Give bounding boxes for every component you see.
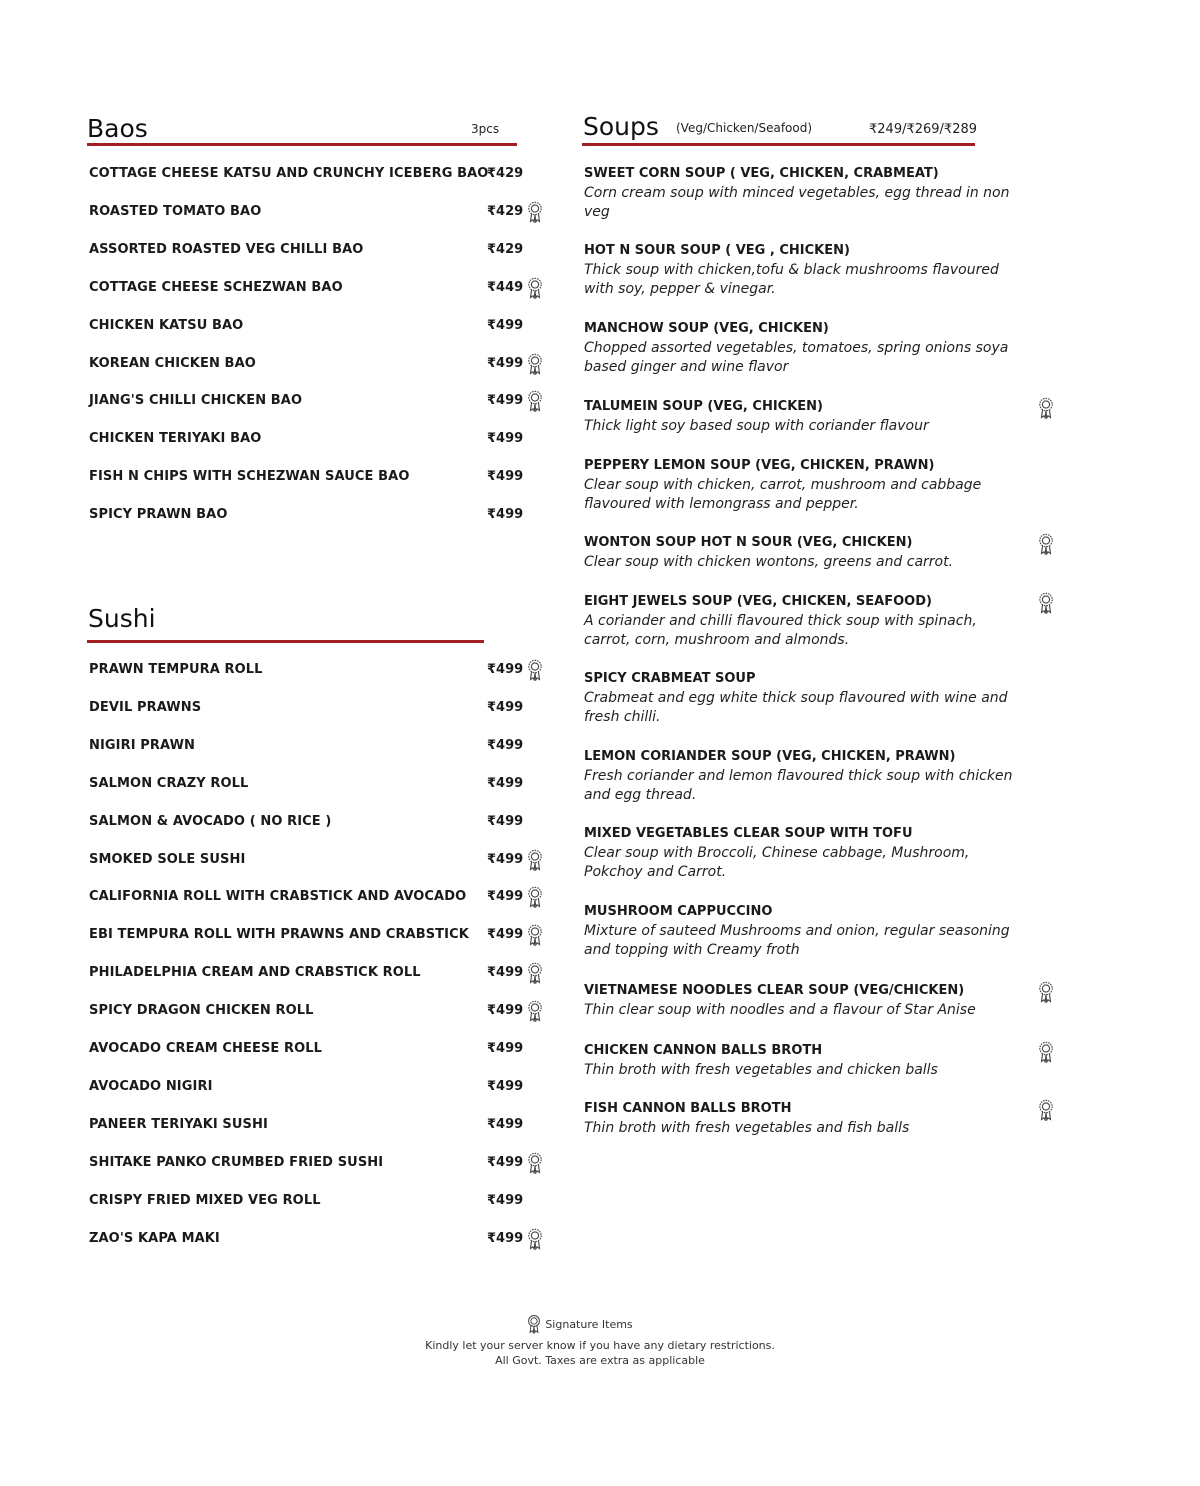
- soups-prices: ₹249/₹269/₹289: [869, 122, 978, 137]
- sushi-item-price: ₹499: [487, 775, 524, 791]
- sushi-item-name: SPICY DRAGON CHICKEN ROLL: [89, 1003, 314, 1019]
- signature-rosette-icon: [527, 924, 543, 946]
- soup-item-description: Thick light soy based soup with coriander flavour: [584, 418, 929, 434]
- signature-rosette-icon: [527, 1152, 543, 1174]
- bao-item: [89, 504, 549, 526]
- sushi-item-price: ₹499: [487, 737, 524, 753]
- soup-item-name: PEPPERY LEMON SOUP (VEG, CHICKEN, PRAWN): [584, 458, 935, 473]
- signature-rosette-icon: [1038, 981, 1054, 1003]
- soup-item-name: WONTON SOUP HOT N SOUR (VEG, CHICKEN): [584, 535, 913, 550]
- soup-item: [584, 592, 1064, 650]
- bao-item: [89, 315, 549, 337]
- footer-line-2: All Govt. Taxes are extra as applicable: [495, 1354, 705, 1367]
- soup-item-name: SWEET CORN SOUP ( VEG, CHICKEN, CRABMEAT): [584, 166, 939, 181]
- bao-item-name: COTTAGE CHEESE SCHEZWAN BAO: [89, 279, 343, 295]
- signature-rosette-icon: [527, 1000, 543, 1022]
- bao-item: [89, 277, 549, 299]
- bao-item: [89, 239, 549, 261]
- sushi-item-price: ₹499: [487, 927, 524, 943]
- baos-subtitle: 3pcs: [471, 122, 500, 136]
- bao-item-name: COTTAGE CHEESE KATSU AND CRUNCHY ICEBERG BAO: [89, 166, 489, 181]
- bao-item-price: ₹429: [487, 166, 524, 181]
- bao-item: [89, 466, 549, 488]
- sushi-item-price: ₹499: [487, 1003, 524, 1019]
- soup-item-name: EIGHT JEWELS SOUP (VEG, CHICKEN, SEAFOOD): [584, 594, 932, 609]
- soup-item-name: MANCHOW SOUP (VEG, CHICKEN): [584, 321, 829, 336]
- soups-subtitle: (Veg/Chicken/Seafood): [676, 121, 813, 135]
- bao-item-price: ₹499: [487, 355, 524, 371]
- sushi-item: [89, 659, 549, 681]
- footer: [0, 1314, 1200, 1368]
- soups-title: Soups: [583, 112, 659, 141]
- soup-item-name: LEMON CORIANDER SOUP (VEG, CHICKEN, PRAWN): [584, 749, 956, 764]
- sushi-item-price: ₹499: [487, 662, 524, 677]
- baos-title: Baos: [87, 114, 148, 143]
- sushi-item-price: ₹499: [487, 1192, 524, 1208]
- bao-item-name: JIANG'S CHILLI CHICKEN BAO: [89, 393, 303, 409]
- sushi-item-name: SMOKED SOLE SUSHI: [89, 851, 246, 867]
- soup-item-description: A coriander and chilli flavoured thick soup with spinach, carrot, corn, mushroom and almonds.: [584, 613, 977, 648]
- sushi-item: [89, 1038, 549, 1060]
- sushi-item: [89, 811, 549, 833]
- signature-rosette-icon: [527, 962, 543, 984]
- signature-rosette-icon: [527, 277, 543, 299]
- bao-item-price: ₹499: [487, 469, 524, 485]
- bao-item-price: ₹499: [487, 507, 524, 523]
- sushi-item-name: SALMON CRAZY ROLL: [89, 775, 249, 791]
- sushi-item: [89, 962, 549, 984]
- sushi-item-name: AVOCADO CREAM CHEESE ROLL: [89, 1041, 323, 1056]
- soup-item-name: HOT N SOUR SOUP ( VEG , CHICKEN): [584, 243, 850, 258]
- sushi-item: [89, 1076, 549, 1098]
- sushi-item-price: ₹499: [487, 965, 524, 981]
- soup-item: [584, 241, 1064, 299]
- sushi-item-name: PRAWN TEMPURA ROLL: [89, 662, 263, 677]
- sushi-item: [89, 1228, 549, 1250]
- soup-item: [584, 1099, 1064, 1138]
- soup-item: [584, 319, 1064, 377]
- soup-item-name: MIXED VEGETABLES CLEAR SOUP WITH TOFU: [584, 826, 913, 841]
- signature-rosette-icon: [527, 201, 543, 223]
- soup-item-name: MUSHROOM CAPPUCCINO: [584, 904, 773, 919]
- bao-item: [89, 353, 549, 375]
- sushi-item-name: AVOCADO NIGIRI: [89, 1078, 213, 1094]
- soup-item-description: Thin broth with fresh vegetables and fish balls: [584, 1120, 910, 1136]
- sushi-title: Sushi: [88, 604, 156, 633]
- sushi-item: [89, 924, 549, 946]
- baos-rule: [87, 143, 517, 146]
- soup-item-description: Clear soup with chicken wontons, greens and carrot.: [584, 554, 954, 570]
- soup-item-description: Fresh coriander and lemon flavoured thick soup with chicken and egg thread.: [584, 768, 1013, 803]
- soup-item-name: SPICY CRABMEAT SOUP: [584, 671, 756, 686]
- soup-item-name: TALUMEIN SOUP (VEG, CHICKEN): [584, 399, 823, 414]
- bao-item-name: ASSORTED ROASTED VEG CHILLI BAO: [89, 241, 364, 257]
- footer-line-1: Kindly let your server know if you have any dietary restrictions.: [425, 1339, 775, 1352]
- bao-item-price: ₹449: [487, 279, 524, 295]
- bao-item-price: ₹499: [487, 317, 524, 333]
- signature-rosette-icon: [1038, 397, 1054, 419]
- soup-item: [584, 164, 1064, 222]
- bao-item: [89, 201, 549, 223]
- soup-item: [584, 397, 1064, 436]
- signature-rosette-icon: [527, 1228, 543, 1250]
- signature-rosette-icon: [527, 390, 543, 412]
- sushi-item: [89, 1000, 549, 1022]
- sushi-item-name: EBI TEMPURA ROLL WITH PRAWNS AND CRABSTICK: [89, 927, 469, 943]
- signature-rosette-icon: [1038, 1099, 1054, 1121]
- sushi-item-price: ₹499: [487, 1154, 524, 1170]
- soup-item-description: Corn cream soup with minced vegetables, egg thread in non veg: [584, 185, 1010, 220]
- sushi-item: [89, 1190, 549, 1212]
- sushi-item: [89, 773, 549, 795]
- sushi-item-price: ₹499: [487, 889, 524, 905]
- sushi-item-price: ₹499: [487, 699, 524, 715]
- soup-item-description: Thin clear soup with noodles and a flavour of Star Anise: [584, 1002, 976, 1018]
- soup-item: [584, 902, 1064, 960]
- sushi-item-name: DEVIL PRAWNS: [89, 699, 202, 715]
- soup-item: [584, 824, 1064, 882]
- bao-item: [89, 390, 549, 412]
- soup-item: [584, 1041, 1064, 1080]
- signature-rosette-icon: [527, 353, 543, 375]
- sushi-item-price: ₹499: [487, 1041, 524, 1056]
- soup-item-description: Thick soup with chicken,tofu & black mushrooms flavoured with soy, pepper & vinegar.: [584, 262, 999, 297]
- bao-item-name: CHICKEN TERIYAKI BAO: [89, 431, 262, 447]
- bao-item-name: CHICKEN KATSU BAO: [89, 317, 244, 333]
- soup-item-name: FISH CANNON BALLS BROTH: [584, 1101, 792, 1116]
- sushi-item-price: ₹499: [487, 1116, 524, 1132]
- bao-item: [89, 163, 549, 185]
- soup-item: [584, 533, 1064, 572]
- sushi-item: [89, 849, 549, 871]
- sushi-item-name: CALIFORNIA ROLL WITH CRABSTICK AND AVOCADO: [89, 889, 467, 905]
- signature-rosette-icon: [527, 886, 543, 908]
- sushi-item: [89, 697, 549, 719]
- bao-item-price: ₹429: [487, 241, 524, 257]
- footer-legend: [0, 1314, 1200, 1338]
- sushi-item-price: ₹499: [487, 851, 524, 867]
- sushi-item-name: PANEER TERIYAKI SUSHI: [89, 1116, 268, 1132]
- sushi-item: [89, 735, 549, 757]
- soup-item-description: Mixture of sauteed Mushrooms and onion, regular seasoning and topping with Creamy froth: [584, 923, 1010, 958]
- sushi-item-name: NIGIRI PRAWN: [89, 737, 196, 753]
- signature-rosette-icon: [527, 849, 543, 871]
- signature-rosette-icon: [1038, 533, 1054, 555]
- sushi-item-price: ₹499: [487, 1230, 524, 1246]
- signature-rosette-icon: [527, 659, 543, 681]
- soup-item-name: CHICKEN CANNON BALLS BROTH: [584, 1043, 823, 1058]
- signature-rosette-icon: [527, 1314, 541, 1334]
- soup-item-description: Clear soup with chicken, carrot, mushroom and cabbage flavoured with lemongrass and pepper.: [584, 477, 982, 512]
- bao-item-name: SPICY PRAWN BAO: [89, 507, 228, 523]
- soup-item: [584, 456, 1064, 514]
- sushi-item-name: SHITAKE PANKO CRUMBED FRIED SUSHI: [89, 1154, 384, 1170]
- soup-item-name: VIETNAMESE NOODLES CLEAR SOUP (VEG/CHICKEN): [584, 983, 965, 998]
- bao-item-price: ₹499: [487, 393, 524, 409]
- sushi-item-price: ₹499: [487, 813, 524, 829]
- bao-item: [89, 428, 549, 450]
- sushi-item-name: CRISPY FRIED MIXED VEG ROLL: [89, 1192, 321, 1208]
- bao-item-name: ROASTED TOMATO BAO: [89, 203, 262, 219]
- soup-item: [584, 981, 1064, 1020]
- soup-item: [584, 669, 1064, 727]
- bao-item-name: KOREAN CHICKEN BAO: [89, 355, 256, 371]
- soups-rule: [582, 143, 975, 146]
- sushi-item-name: SALMON & AVOCADO ( NO RICE ): [89, 813, 332, 829]
- soup-item: [584, 747, 1064, 805]
- sushi-item-name: PHILADELPHIA CREAM AND CRABSTICK ROLL: [89, 965, 421, 981]
- soup-item-description: Crabmeat and egg white thick soup flavoured with wine and fresh chilli.: [584, 690, 1008, 725]
- soup-item-description: Thin broth with fresh vegetables and chicken balls: [584, 1062, 938, 1078]
- sushi-item: [89, 886, 549, 908]
- sushi-item-price: ₹499: [487, 1078, 524, 1094]
- sushi-item: [89, 1152, 549, 1174]
- signature-legend-label: Signature Items: [545, 1317, 633, 1331]
- bao-item-name: FISH N CHIPS WITH SCHEZWAN SAUCE BAO: [89, 469, 410, 485]
- soup-item-description: Clear soup with Broccoli, Chinese cabbage, Mushroom, Pokchoy and Carrot.: [584, 845, 970, 880]
- signature-rosette-icon: [1038, 1041, 1054, 1063]
- bao-item-price: ₹429: [487, 203, 524, 219]
- signature-rosette-icon: [1038, 592, 1054, 614]
- soup-item-description: Chopped assorted vegetables, tomatoes, spring onions soya based ginger and wine flavor: [584, 340, 1009, 375]
- sushi-item: [89, 1114, 549, 1136]
- sushi-item-name: ZAO'S KAPA MAKI: [89, 1230, 220, 1246]
- sushi-rule: [87, 640, 484, 643]
- bao-item-price: ₹499: [487, 431, 524, 447]
